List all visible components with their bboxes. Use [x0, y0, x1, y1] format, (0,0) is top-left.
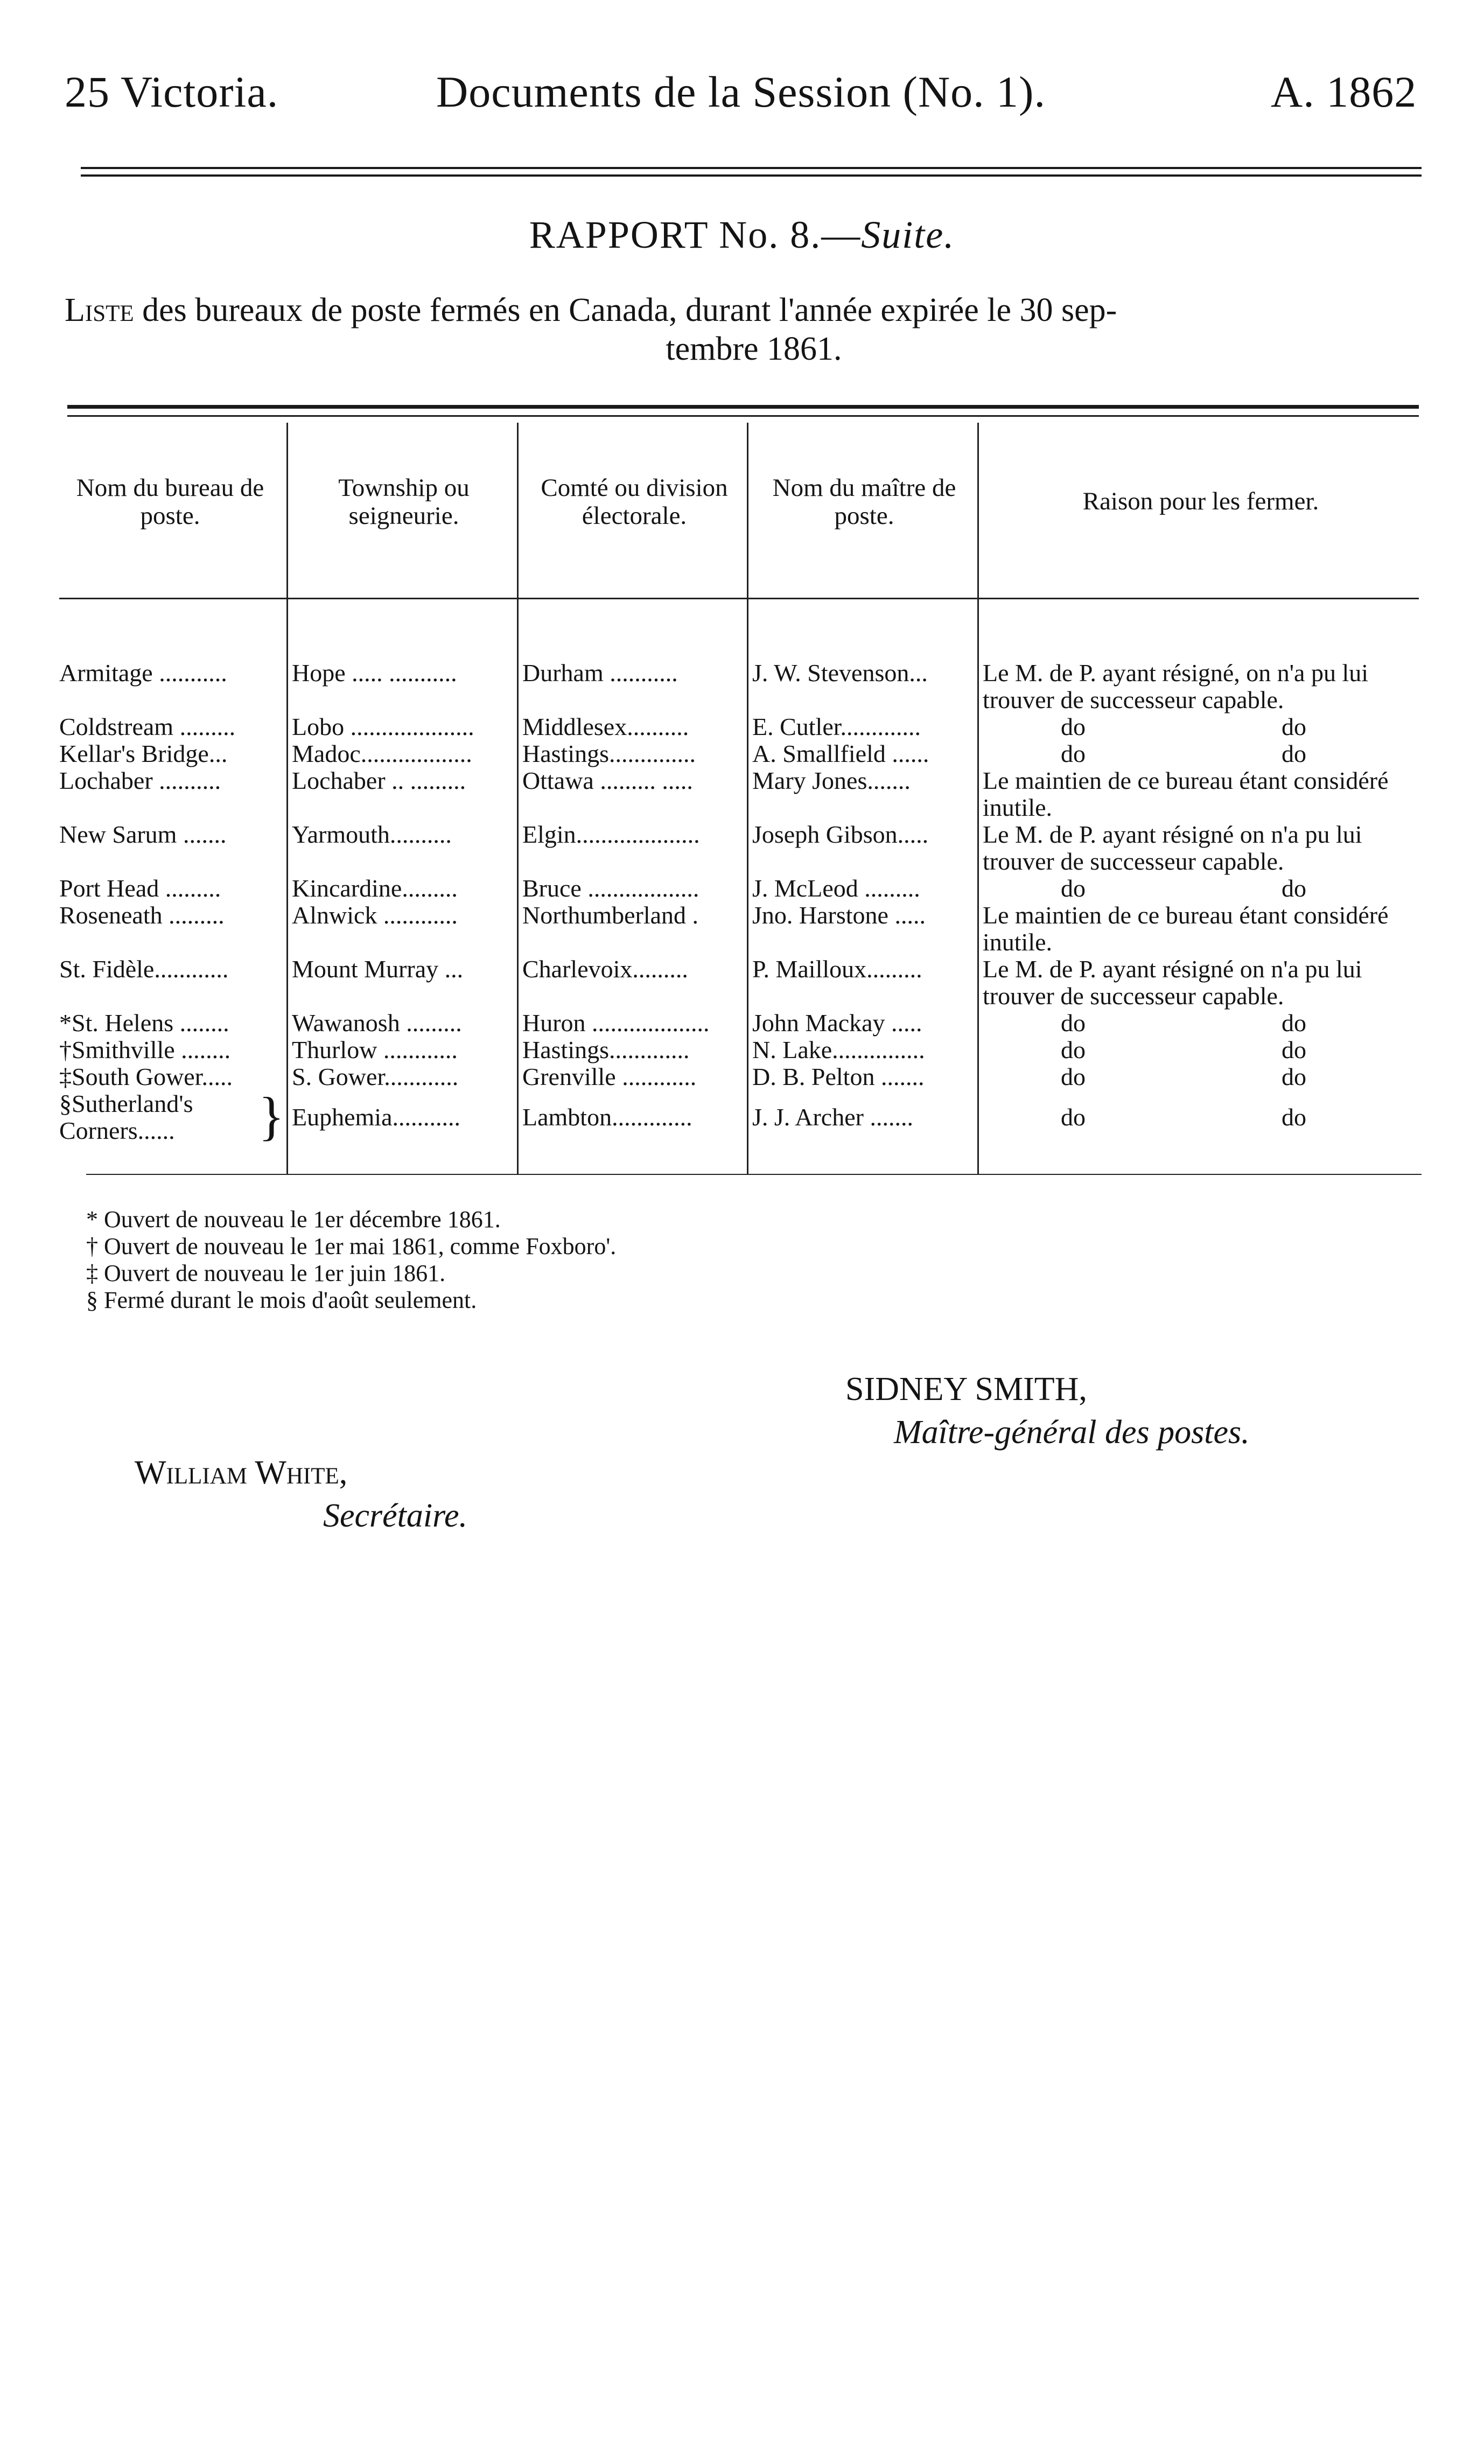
table-row-office: St. Fidèle............ [59, 956, 229, 983]
table-row-township: Mount Murray ... [292, 956, 464, 983]
ditto-mark: do [1061, 874, 1086, 902]
ditto-mark: do [1282, 713, 1306, 740]
postmaster-general-name: SIDNEY SMITH, [845, 1371, 1087, 1408]
table-row-office: Armitage ........... [59, 660, 227, 687]
footnote: ‡ Ouvert de nouveau le 1er juin 1861. [86, 1260, 446, 1286]
ditto-mark: do [1282, 1063, 1306, 1090]
table-row-postmaster: J. McLeod ......... [752, 875, 920, 902]
table-row-township: Thurlow ............ [292, 1037, 458, 1063]
table-row-office: ‡South Gower..... [59, 1063, 233, 1090]
running-head-left: 25 Victoria. [65, 67, 279, 116]
table-row-township: Lochaber .. ......... [292, 767, 466, 794]
subtitle-line-1: des bureaux de poste fermés en Canada, durant l'année expirée le 30 sep- [142, 292, 1117, 328]
running-head-right: A. 1862 [1271, 67, 1417, 116]
ditto-mark: do [1061, 1063, 1086, 1090]
running-head-center: Documents de la Session (No. 1). [436, 67, 1046, 116]
footnotes [86, 1206, 616, 1314]
table-row-township: Kincardine......... [292, 875, 458, 902]
table-row-county: Charlevoix......... [522, 956, 688, 983]
report-title-suite: Suite. [861, 213, 955, 256]
header-office: Nom du bureau de poste. [76, 474, 264, 530]
table-row-office: Roseneath ......... [59, 902, 225, 929]
table-row-reason: Le M. de P. ayant résigné on n'a pu lui trouver de successeur capable. [983, 956, 1362, 1010]
table-row-county: Durham ........... [522, 660, 678, 687]
table-row-postmaster: A. Smallfield ...... [752, 740, 929, 767]
table-row-township: Lobo .................... [292, 713, 474, 740]
table-row-county: Middlesex.......... [522, 713, 689, 740]
footnote: * Ouvert de nouveau le 1er décembre 1861. [86, 1206, 501, 1233]
subtitle-lead: Liste [65, 292, 134, 328]
header-township: Township ou seigneurie. [338, 474, 470, 530]
footnote: § Fermé durant le mois d'août seulement. [86, 1287, 477, 1313]
header-county: Comté ou division électorale. [541, 474, 728, 530]
table-row-township: Euphemia........... [292, 1104, 460, 1131]
table-row-county: Grenville ............ [522, 1063, 697, 1090]
table-row-office: Lochaber .......... [59, 767, 221, 794]
secretary-title: Secrétaire. [323, 1497, 467, 1534]
table-row-postmaster: P. Mailloux......... [752, 956, 922, 983]
table-row-postmaster: John Mackay ..... [752, 1010, 922, 1037]
table-row-office: *St. Helens ........ [59, 1010, 229, 1037]
table-row-reason: Le M. de P. ayant résigné on n'a pu lui trouver de successeur capable. [983, 821, 1362, 875]
table-row-reason: Le M. de P. ayant résigné, on n'a pu lui trouver de successeur capable. [983, 660, 1369, 713]
ditto-mark: do [1282, 1009, 1306, 1037]
table-row-office: Coldstream ......... [59, 713, 236, 740]
secretary-name-text: William White, [135, 1454, 348, 1491]
table-row-township: Alnwick ............ [292, 902, 458, 929]
table-row-township: Hope ..... ........... [292, 660, 457, 687]
table-row-county: Hastings.............. [522, 740, 696, 767]
table-row-postmaster: E. Cutler............. [752, 713, 921, 740]
report-title-main: RAPPORT No. 8.— [529, 213, 862, 256]
ditto-mark: do [1282, 874, 1306, 902]
table-row-reason: Le maintien de ce bureau étant considéré inutile. [983, 767, 1389, 821]
subtitle-line-2: tembre 1861. [666, 331, 842, 367]
secretary-name [135, 1454, 347, 1492]
column-divider [977, 423, 979, 1174]
ditto-mark: do [1282, 740, 1306, 767]
header-double-rule [81, 167, 1422, 177]
header-reason: Raison pour les fermer. [1082, 487, 1319, 515]
closed-offices-table [54, 423, 1422, 1177]
table-row-office: Kellar's Bridge... [59, 740, 228, 767]
ditto-mark: do [1282, 1103, 1306, 1131]
table-row-office: New Sarum ....... [59, 821, 227, 848]
table-row-township: Wawanosh ......... [292, 1010, 462, 1037]
column-divider [286, 423, 288, 1174]
column-divider [747, 423, 748, 1174]
table-bottom-rule [86, 1174, 1422, 1175]
table-row-postmaster: Mary Jones....... [752, 767, 911, 794]
brace-mark: } [258, 1089, 284, 1143]
table-row-postmaster: Joseph Gibson..... [752, 821, 929, 848]
header-rule [59, 598, 1419, 599]
table-row-county: Hastings............. [522, 1037, 690, 1063]
ditto-mark: do [1061, 1036, 1086, 1063]
table-row-county: Bruce .................. [522, 875, 699, 902]
table-row-reason: Le maintien de ce bureau étant considéré inutile. [983, 902, 1389, 956]
table-row-postmaster: Jno. Harstone ..... [752, 902, 926, 929]
table-row-postmaster: D. B. Pelton ....... [752, 1063, 925, 1090]
table-row-township: Madoc.................. [292, 740, 472, 767]
table-row-postmaster: N. Lake............... [752, 1037, 925, 1063]
table-row-county: Elgin.................... [522, 821, 700, 848]
column-divider [517, 423, 519, 1174]
table-row-county: Lambton............. [522, 1104, 692, 1131]
ditto-mark: do [1061, 1009, 1086, 1037]
table-row-county: Huron ................... [522, 1010, 710, 1037]
table-row-office: Port Head ......... [59, 875, 221, 902]
table-row-township: S. Gower............ [292, 1063, 459, 1090]
table-row-township: Yarmouth.......... [292, 821, 452, 848]
table-row-office: §Sutherland's Corners...... [59, 1090, 193, 1144]
report-title [0, 213, 1484, 257]
ditto-mark: do [1282, 1036, 1306, 1063]
table-row-postmaster: J. J. Archer ....... [752, 1104, 913, 1131]
footnote: † Ouvert de nouveau le 1er mai 1861, comme Foxboro'. [86, 1233, 617, 1259]
table-row-office: †Smithville ........ [59, 1037, 231, 1063]
ditto-mark: do [1061, 740, 1086, 767]
ditto-mark: do [1061, 1103, 1086, 1131]
ditto-mark: do [1061, 713, 1086, 740]
header-postmaster: Nom du maître de poste. [772, 474, 956, 530]
table-row-postmaster: J. W. Stevenson... [752, 660, 928, 687]
table-top-rule [67, 405, 1419, 417]
table-row-county: Ottawa ......... ..... [522, 767, 693, 794]
postmaster-general-title: Maître-général des postes. [894, 1414, 1250, 1451]
list-subtitle [65, 291, 1422, 368]
table-row-county: Northumberland . [522, 902, 699, 929]
